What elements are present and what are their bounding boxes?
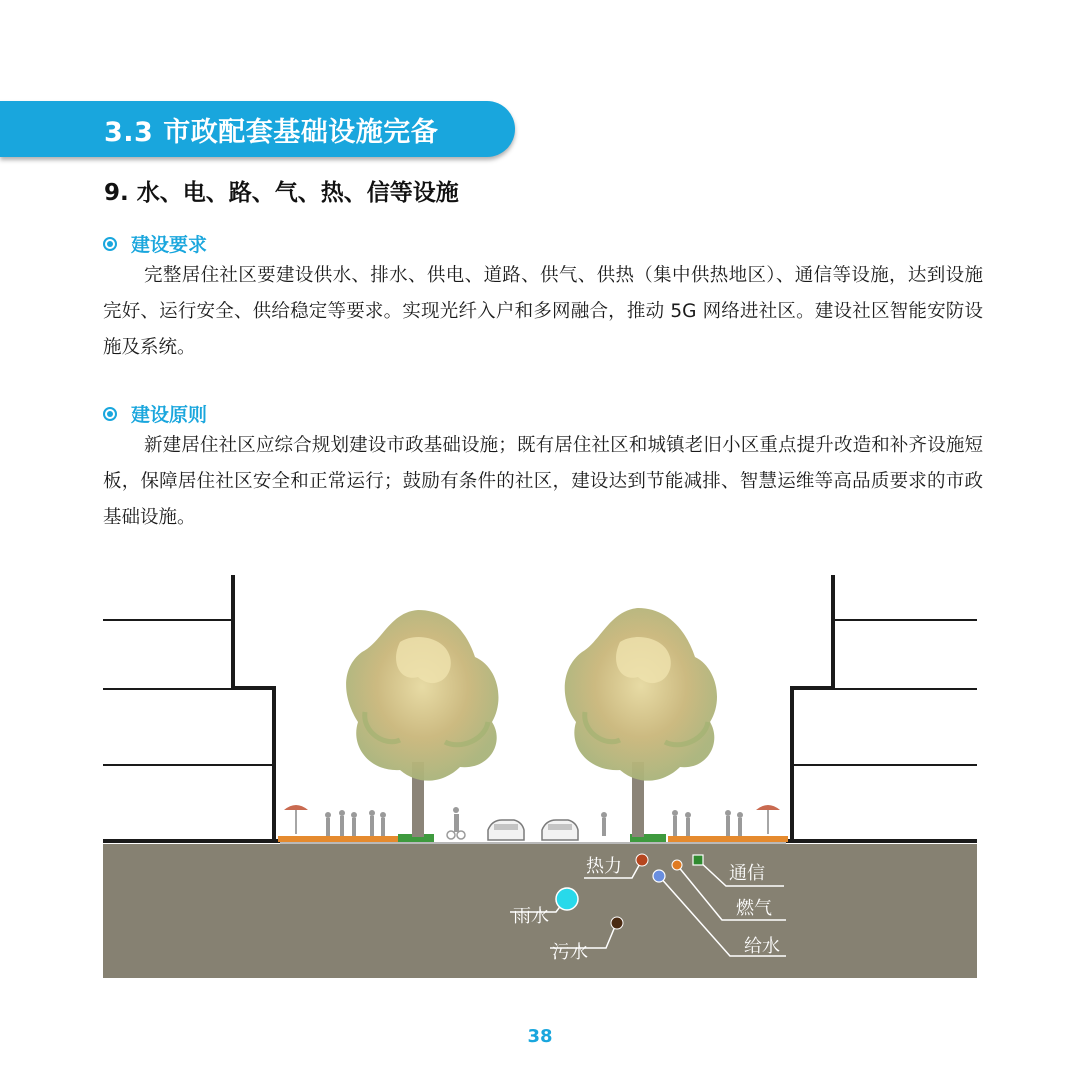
- page-number: 38: [527, 1026, 553, 1047]
- right-umbrella: [756, 805, 780, 834]
- rain-label: 雨水: [513, 906, 549, 927]
- rain-pipe: [556, 888, 578, 910]
- right-sidewalk: [668, 836, 788, 842]
- section-title: 3.3 市政配套基础设施完备: [104, 116, 439, 148]
- requirements-paragraph: 完整居住社区要建设供水、排水、供电、道路、供气、供热（集中供热地区）、通信等设施，达到设施完好、运行安全、供给稳定等要求。实现光纤入户和多网融合，推动 5G 网络进社区。建设社区智能安防设施及系统。: [103, 265, 983, 358]
- principles-heading: [103, 400, 207, 427]
- telecom-label: 通信: [729, 863, 765, 884]
- heat-label: 热力: [586, 856, 622, 877]
- right-building: [792, 575, 977, 840]
- cyclist: [447, 807, 465, 839]
- left-sidewalk: [278, 836, 398, 842]
- right-pedestrians: [601, 810, 743, 836]
- gas-pipe: [672, 860, 682, 870]
- left-umbrella: [284, 805, 308, 834]
- water-pipe: [653, 870, 665, 882]
- heat-pipe: [636, 854, 648, 866]
- gas-label: 燃气: [736, 898, 772, 919]
- left-tree: [346, 610, 498, 837]
- requirements-heading: [103, 230, 207, 257]
- bullet-circle-icon: [103, 407, 117, 421]
- sewage-pipe: [611, 917, 623, 929]
- section-banner: [0, 101, 515, 157]
- car-right: [542, 820, 578, 840]
- left-pedestrians: [325, 810, 386, 836]
- principles-paragraph: 新建居住社区应综合规划建设市政基础设施；既有居住社区和城镇老旧小区重点提升改造和补齐设施短板，保障居住社区安全和正常运行；鼓励有条件的社区，建设达到节能减排、智慧运维等高品质要求的市政基础设施。: [103, 435, 983, 528]
- left-building: [103, 575, 274, 840]
- car-left: [488, 820, 524, 840]
- subsection-title: 9. 水、电、路、气、热、信等设施: [104, 180, 459, 206]
- sewage-label: 污水: [552, 942, 588, 963]
- water-label: 给水: [744, 936, 780, 957]
- right-tree: [565, 608, 717, 837]
- street-section-diagram: [100, 572, 980, 982]
- bullet-circle-icon: [103, 237, 117, 251]
- principles-heading-label: 建设原则: [131, 404, 208, 426]
- requirements-heading-label: 建设要求: [131, 234, 208, 256]
- telecom-pipe: [693, 855, 703, 865]
